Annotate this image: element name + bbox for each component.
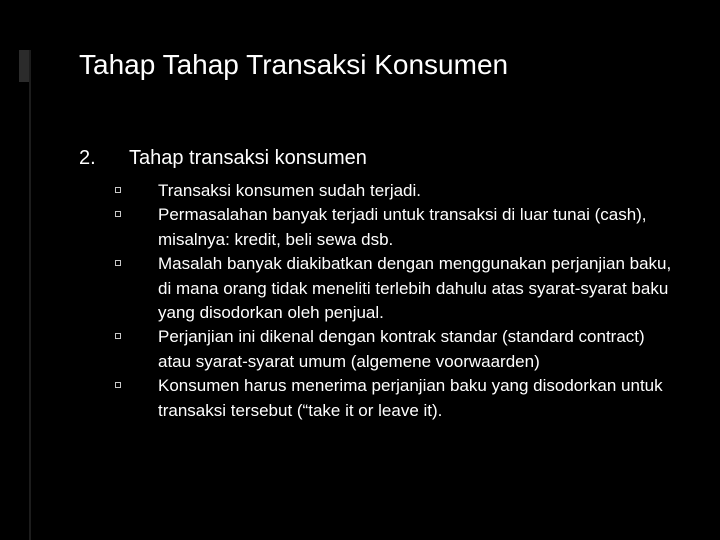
accent-bar-top — [19, 50, 29, 82]
section-heading — [79, 145, 367, 171]
bullet-text: Perjanjian ini dikenal dengan kontrak standar (standard contract) atau syarat-syarat umum (algemene voorwaarden) — [158, 327, 645, 371]
bullet-item — [115, 374, 675, 423]
bullet-item — [115, 325, 675, 374]
bullet-item — [115, 203, 675, 252]
bullet-text: Masalah banyak diakibatkan dengan menggunakan perjanjian baku, di mana orang tidak meneliti terlebih dahulu atas syarat-syarat baku yang disodorkan oleh penjual. — [158, 254, 672, 323]
bullet-text: Permasalahan banyak terjadi untuk transaksi di luar tunai (cash), misalnya: kredit, beli sewa dsb. — [158, 205, 647, 249]
bullet-list — [115, 179, 675, 423]
bullet-item — [115, 179, 675, 203]
square-bullet-icon — [115, 333, 121, 339]
square-bullet-icon — [115, 187, 121, 193]
section-number: 2. — [79, 147, 96, 169]
accent-bar-left — [29, 50, 31, 540]
section-heading-text: Tahap transaksi konsumen — [129, 147, 367, 169]
square-bullet-icon — [115, 260, 121, 266]
bullet-text: Konsumen harus menerima perjanjian baku yang disodorkan untuk transaksi tersebut (“take it or leave it). — [158, 376, 663, 420]
square-bullet-icon — [115, 382, 121, 388]
bullet-text: Transaksi konsumen sudah terjadi. — [158, 181, 422, 200]
square-bullet-icon — [115, 211, 121, 217]
bullet-item — [115, 252, 675, 325]
slide-title: Tahap Tahap Transaksi Konsumen — [79, 49, 509, 80]
